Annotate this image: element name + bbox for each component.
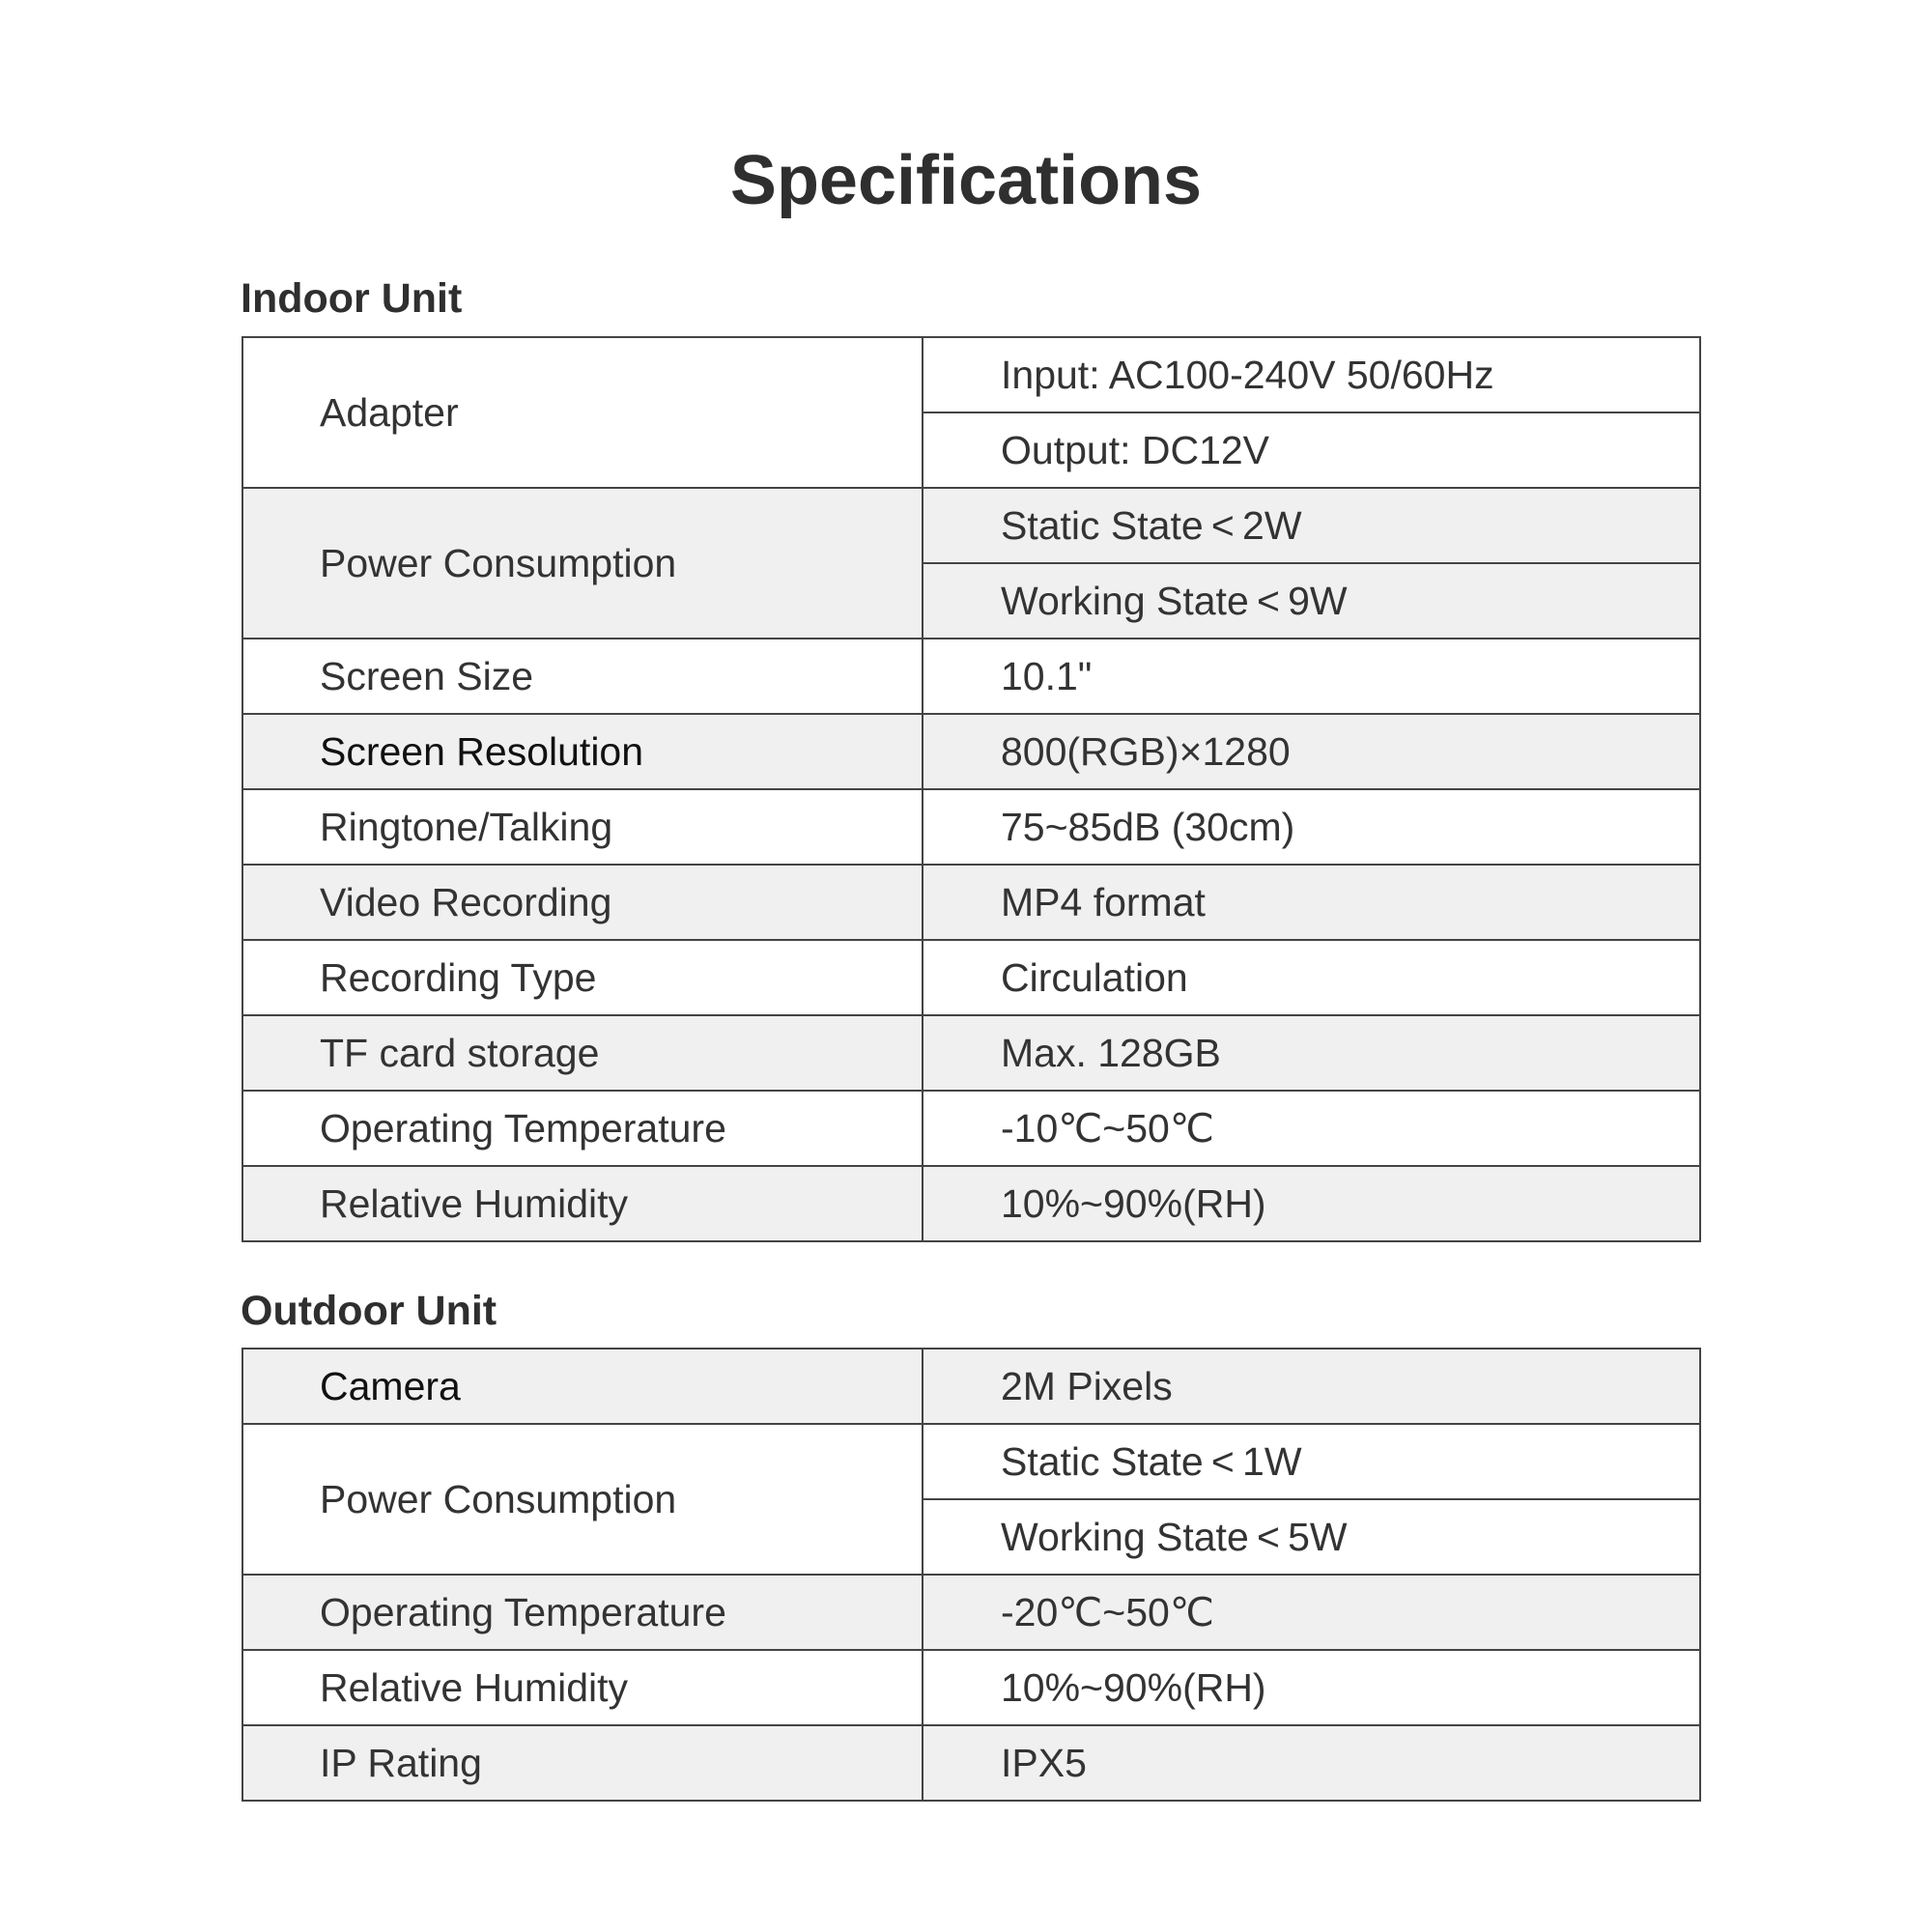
relative-humidity-value: 10%~90%(RH) <box>923 1650 1700 1725</box>
ip-rating-label: IP Rating <box>242 1725 923 1801</box>
adapter-input-value: Input: AC100-240V 50/60Hz <box>923 337 1700 412</box>
ringtone-value: 75~85dB (30cm) <box>923 789 1700 865</box>
table-row <box>242 639 1700 714</box>
table-row <box>242 865 1700 940</box>
screen-resolution-value: 800(RGB)×1280 <box>923 714 1700 789</box>
static-state-value: Static State < 2W <box>923 488 1700 563</box>
relative-humidity-label: Relative Humidity <box>242 1650 923 1725</box>
screen-size-label: Screen Size <box>242 639 923 714</box>
table-row <box>242 1015 1700 1091</box>
ringtone-label: Ringtone/Talking <box>242 789 923 865</box>
table-row <box>242 789 1700 865</box>
screen-size-value: 10.1" <box>923 639 1700 714</box>
table-row <box>242 1424 1700 1499</box>
page-title: Specifications <box>729 142 1203 219</box>
indoor-unit-heading: Indoor Unit <box>241 275 463 322</box>
outdoor-unit-heading: Outdoor Unit <box>241 1288 497 1334</box>
tf-card-value: Max. 128GB <box>923 1015 1700 1091</box>
operating-temperature-value: -10℃~50℃ <box>923 1091 1700 1166</box>
table-row <box>242 1650 1700 1725</box>
relative-humidity-label: Relative Humidity <box>242 1166 923 1241</box>
table-row <box>242 1349 1700 1424</box>
adapter-output-value: Output: DC12V <box>923 412 1700 488</box>
table-row <box>242 1166 1700 1241</box>
operating-temperature-label: Operating Temperature <box>242 1575 923 1650</box>
static-state-value: Static State < 1W <box>923 1424 1700 1499</box>
screen-resolution-label: Screen Resolution <box>242 714 923 789</box>
relative-humidity-value: 10%~90%(RH) <box>923 1166 1700 1241</box>
table-row <box>242 488 1700 563</box>
table-row <box>242 1725 1700 1801</box>
table-row <box>242 940 1700 1015</box>
power-consumption-label: Power Consumption <box>242 1424 923 1575</box>
power-consumption-label: Power Consumption <box>242 488 923 639</box>
working-state-value: Working State < 5W <box>923 1499 1700 1575</box>
operating-temperature-label: Operating Temperature <box>242 1091 923 1166</box>
operating-temperature-value: -20℃~50℃ <box>923 1575 1700 1650</box>
working-state-value: Working State < 9W <box>923 563 1700 639</box>
outdoor-spec-table <box>242 1348 1701 1802</box>
camera-label: Camera <box>242 1349 923 1424</box>
tf-card-label: TF card storage <box>242 1015 923 1091</box>
video-recording-label: Video Recording <box>242 865 923 940</box>
adapter-label: Adapter <box>242 337 923 488</box>
recording-type-value: Circulation <box>923 940 1700 1015</box>
recording-type-label: Recording Type <box>242 940 923 1015</box>
ip-rating-value: IPX5 <box>923 1725 1700 1801</box>
video-recording-value: MP4 format <box>923 865 1700 940</box>
table-row <box>242 714 1700 789</box>
table-row <box>242 1575 1700 1650</box>
table-row <box>242 337 1700 412</box>
camera-value: 2M Pixels <box>923 1349 1700 1424</box>
indoor-spec-table <box>242 336 1701 1242</box>
table-row <box>242 1091 1700 1166</box>
